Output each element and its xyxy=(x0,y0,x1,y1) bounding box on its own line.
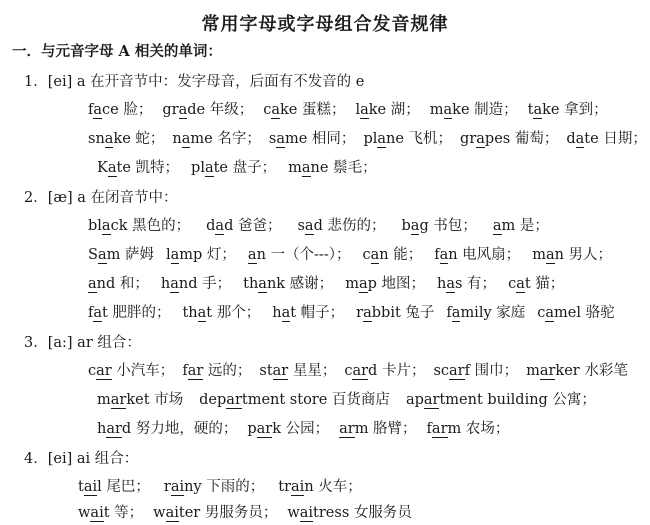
vocab-entry xyxy=(278,479,362,495)
word-part: w xyxy=(78,505,91,521)
group-1-row-1 xyxy=(88,100,608,120)
word-part: m xyxy=(345,276,359,292)
word-part: t xyxy=(78,479,84,495)
word-part: n xyxy=(448,247,458,263)
word-part: ce xyxy=(102,102,119,118)
chinese-meaning: 围巾； xyxy=(469,363,519,379)
vocab-entry xyxy=(356,305,434,321)
underlined-letters: ar xyxy=(96,363,112,379)
vocab-entry xyxy=(528,102,608,118)
underlined-letters: a xyxy=(247,247,257,263)
word-part: f xyxy=(446,305,452,321)
underlined-letters: a xyxy=(545,305,555,321)
chinese-meaning: 小汽车； xyxy=(111,363,175,379)
underlined-letters: ar xyxy=(431,421,448,437)
chinese-meaning: 卡片； xyxy=(377,363,426,379)
chinese-meaning: 尾巴； xyxy=(101,479,150,495)
vocab-entry xyxy=(161,276,231,292)
group-2-row-1 xyxy=(88,216,549,236)
chinese-meaning: 灯； xyxy=(202,247,236,263)
word-part: ke xyxy=(542,102,560,118)
chinese-meaning: 相同； xyxy=(307,131,356,147)
word-part: tment building xyxy=(439,392,548,408)
chinese-meaning: 胳臂； xyxy=(368,421,417,437)
chinese-meaning: 爸爸； xyxy=(233,218,282,234)
chinese-meaning: 蛋糕； xyxy=(297,102,346,118)
chinese-meaning: 帽子； xyxy=(296,305,345,321)
underlined-letters: a xyxy=(93,102,103,118)
word-part: f xyxy=(464,363,470,379)
word-part: t xyxy=(527,102,534,118)
chinese-meaning: 那个； xyxy=(212,305,261,321)
underlined-letters: a xyxy=(88,276,97,292)
word-part: mp xyxy=(179,247,203,263)
vocab-entry xyxy=(430,102,518,118)
word-part: d xyxy=(224,218,234,234)
group-4-row-1 xyxy=(78,477,362,497)
word-part: s xyxy=(297,218,305,234)
word-part: n xyxy=(379,247,389,263)
underlined-letters: a xyxy=(170,276,179,292)
underlined-letters: a xyxy=(533,102,543,118)
vocab-entry xyxy=(164,479,264,495)
word-part: th xyxy=(182,305,198,321)
underlined-letters: a xyxy=(97,247,107,263)
vocab-entry xyxy=(532,247,612,263)
vocab-entry xyxy=(97,160,179,177)
chinese-meaning: 猫； xyxy=(530,276,565,292)
word-part: pes xyxy=(484,131,511,147)
chinese-meaning: 拿到； xyxy=(559,102,608,118)
chinese-meaning: 女服务员 xyxy=(349,505,412,521)
word-part: p xyxy=(247,421,257,437)
underlined-letters: a xyxy=(170,247,180,263)
underlined-letters: a xyxy=(370,247,380,263)
chinese-meaning: 一（个---）； xyxy=(265,247,351,263)
word-part: dep xyxy=(199,392,227,408)
word-part: st xyxy=(259,363,273,379)
word-part: f xyxy=(426,421,432,437)
underlined-letters: a xyxy=(101,218,111,234)
word-part: n xyxy=(256,247,266,263)
word-part: ck xyxy=(110,218,128,234)
word-part: t xyxy=(103,505,110,521)
underlined-letters: ar xyxy=(106,421,122,437)
chinese-meaning: 书包； xyxy=(428,218,477,234)
underlined-letters: a xyxy=(363,305,372,321)
word-part: ny xyxy=(184,479,202,495)
vocab-entry xyxy=(78,505,143,522)
word-part: gr xyxy=(460,131,477,147)
word-part: c xyxy=(537,305,546,321)
chinese-meaning: 市场 xyxy=(149,392,184,408)
word-part: c xyxy=(362,247,371,263)
word-part: l xyxy=(355,102,361,118)
chinese-meaning: 黑色的； xyxy=(127,218,191,234)
vocab-entry xyxy=(248,247,351,263)
word-part: bbit xyxy=(371,305,401,321)
underlined-letters: ar xyxy=(256,421,273,437)
word-part: tment store xyxy=(241,392,328,408)
word-part: sn xyxy=(88,131,105,147)
underlined-letters: ai xyxy=(291,479,305,495)
underlined-letters: a xyxy=(181,131,191,147)
chinese-meaning: 能； xyxy=(388,247,423,263)
chinese-meaning: 凯特； xyxy=(130,160,180,176)
word-part: gr xyxy=(162,102,179,118)
word-part: ne xyxy=(310,160,329,176)
word-part: l xyxy=(97,479,102,495)
group-2-row-4 xyxy=(88,303,615,323)
word-part: n xyxy=(554,247,564,263)
chinese-meaning: 盘子； xyxy=(228,160,277,176)
group-1-row-3 xyxy=(97,158,377,178)
word-part: d xyxy=(566,131,576,147)
underlined-letters: a xyxy=(215,218,225,234)
word-part: c xyxy=(88,363,97,379)
word-part: t xyxy=(102,305,108,321)
word-part: pl xyxy=(191,160,205,176)
underlined-letters: ai xyxy=(170,479,185,495)
word-part: d xyxy=(206,218,216,234)
vocab-entry xyxy=(88,363,174,380)
underlined-letters: a xyxy=(276,131,285,147)
word-part: ke xyxy=(279,102,298,118)
word-part: s xyxy=(268,131,277,147)
word-part: ke xyxy=(452,102,470,118)
vocab-entry xyxy=(493,218,549,234)
chinese-meaning: 肥胖的； xyxy=(107,305,171,321)
vocab-entry xyxy=(162,102,253,118)
underlined-letters: ai xyxy=(165,505,179,521)
word-part: tress xyxy=(313,505,350,521)
vocab-entry xyxy=(537,305,614,321)
word-part: f xyxy=(88,305,94,321)
vocab-entry xyxy=(526,363,628,379)
word-part: bl xyxy=(88,218,102,234)
underlined-letters: a xyxy=(178,102,188,118)
chinese-meaning: 家庭 xyxy=(491,305,526,321)
underlined-letters: ar xyxy=(226,392,242,408)
word-part: d xyxy=(313,218,323,234)
underlined-letters: a xyxy=(446,276,455,292)
word-part: pl xyxy=(363,131,378,147)
word-part: t xyxy=(206,305,213,321)
underlined-letters: a xyxy=(107,160,117,176)
word-part: te xyxy=(116,160,131,176)
vocab-entry xyxy=(362,247,422,263)
vocab-entry xyxy=(97,421,237,438)
chinese-meaning: 名字； xyxy=(212,131,261,147)
vocab-entry xyxy=(437,276,496,292)
vocab-entry xyxy=(182,305,260,321)
chinese-meaning: 等； xyxy=(109,505,144,521)
group-1-row-2 xyxy=(88,129,647,149)
word-part: S xyxy=(88,247,98,263)
word-part: n xyxy=(304,479,314,495)
chinese-meaning: 公寓； xyxy=(547,392,596,408)
word-part: l xyxy=(165,247,171,263)
group-2-row-3 xyxy=(88,274,564,294)
word-part: m xyxy=(354,421,369,437)
underlined-letters: a xyxy=(443,102,453,118)
word-part: m xyxy=(526,363,540,379)
chinese-meaning: 有； xyxy=(462,276,497,292)
underlined-letters: ai xyxy=(90,505,104,521)
vocab-entry xyxy=(263,102,345,118)
word-part: ke xyxy=(368,102,387,118)
underlined-letters: ar xyxy=(110,392,127,408)
vocab-entry xyxy=(97,392,183,409)
vocab-entry xyxy=(433,363,518,379)
vocab-entry xyxy=(269,131,356,147)
section-heading-vowel-a: 一．与元音字母 A 相关的单词： xyxy=(12,43,222,60)
word-part: me xyxy=(190,131,213,147)
underlined-letters: a xyxy=(476,131,485,147)
vocab-entry xyxy=(344,363,425,379)
word-part: t xyxy=(290,305,297,321)
word-part: m xyxy=(532,247,546,263)
vocab-entry xyxy=(259,363,336,379)
chinese-meaning: 飞机； xyxy=(403,131,453,147)
chinese-meaning: 水彩笔 xyxy=(579,363,628,379)
chinese-meaning: 电风扇； xyxy=(457,247,521,263)
word-part: ket xyxy=(126,392,150,408)
word-part: s xyxy=(455,276,463,292)
underlined-letters: ar xyxy=(539,363,556,379)
underlined-letters: ar xyxy=(449,363,465,379)
chinese-meaning: 地图； xyxy=(376,276,425,292)
group-3-row-2 xyxy=(97,390,596,410)
chinese-meaning: 和； xyxy=(115,276,149,292)
group-3-heading: 3．[a:] ar 组合： xyxy=(24,335,141,351)
word-part: w xyxy=(287,505,300,521)
underlined-letters: a xyxy=(575,131,585,147)
chinese-meaning: 是； xyxy=(515,218,549,234)
underlined-letters: a xyxy=(301,160,311,176)
group-4-heading: 4．[ei] ai 组合： xyxy=(24,451,139,467)
underlined-letters: a xyxy=(451,305,461,321)
word-part: K xyxy=(97,160,108,176)
vocab-entry xyxy=(172,131,260,147)
underlined-letters: ai xyxy=(299,505,314,521)
chinese-meaning: 公园； xyxy=(281,421,330,437)
word-part: f xyxy=(434,247,440,263)
word-part: n xyxy=(172,131,182,147)
underlined-letters: ar xyxy=(352,363,369,379)
word-part: c xyxy=(508,276,517,292)
group-3-row-3 xyxy=(97,419,509,439)
word-part: te xyxy=(213,160,229,176)
word-part: p xyxy=(367,276,377,292)
underlined-letters: a xyxy=(410,218,420,234)
word-part: ter xyxy=(178,505,201,521)
underlined-letters: a xyxy=(258,276,267,292)
vocab-entry xyxy=(401,218,476,234)
vocab-entry xyxy=(288,160,376,176)
underlined-letters: ai xyxy=(83,479,98,495)
word-part: m xyxy=(106,247,121,263)
word-part: ap xyxy=(405,392,424,408)
word-part: c xyxy=(263,102,272,118)
vocab-entry xyxy=(508,276,564,292)
chinese-meaning: 星星； xyxy=(288,363,337,379)
chinese-meaning: 火车； xyxy=(313,479,362,495)
word-part: nk xyxy=(266,276,286,292)
chinese-meaning: 葡萄； xyxy=(510,131,559,147)
chinese-meaning: 湖； xyxy=(386,102,420,118)
vocab-entry xyxy=(88,218,190,235)
word-part: ne xyxy=(386,131,404,147)
vocab-entry xyxy=(363,131,452,147)
word-part: d xyxy=(368,363,378,379)
vocab-entry xyxy=(153,505,277,521)
underlined-letters: a xyxy=(281,305,291,321)
chinese-meaning: 鬃毛； xyxy=(328,160,377,176)
word-part: h xyxy=(437,276,447,292)
underlined-letters: a xyxy=(271,102,280,118)
word-part: mel xyxy=(554,305,582,321)
word-part: nd xyxy=(96,276,116,292)
group-3-row-1 xyxy=(88,361,628,381)
vocab-entry xyxy=(339,421,416,437)
word-part: m xyxy=(447,421,462,437)
word-part: sc xyxy=(433,363,450,379)
chinese-meaning: 蛇； xyxy=(130,131,165,147)
underlined-letters: a xyxy=(516,276,525,292)
vocab-entry xyxy=(88,276,149,293)
word-part: m xyxy=(501,218,516,234)
underlined-letters: a xyxy=(93,305,103,321)
vocab-entry xyxy=(88,247,154,264)
group-1-heading: 1．[ei] a 在开音节中：发字母音，后面有不发音的 e xyxy=(24,74,365,90)
chinese-meaning: 制造； xyxy=(469,102,518,118)
chinese-meaning: 年级； xyxy=(205,102,254,118)
vocab-entry xyxy=(78,479,150,496)
underlined-letters: a xyxy=(204,160,214,176)
underlined-letters: a xyxy=(304,218,314,234)
chinese-meaning: 日期； xyxy=(598,131,647,147)
chinese-meaning: 骆驼 xyxy=(581,305,615,321)
vocab-entry xyxy=(287,505,412,521)
underlined-letters: ar xyxy=(339,421,355,437)
chinese-meaning: 手； xyxy=(197,276,232,292)
chinese-meaning: 男服务员； xyxy=(200,505,278,521)
underlined-letters: a xyxy=(358,276,368,292)
chinese-meaning: 努力地，硬的； xyxy=(131,421,238,437)
underlined-letters: a xyxy=(492,218,502,234)
vocab-entry xyxy=(427,421,510,437)
vocab-entry xyxy=(88,102,152,119)
vocab-entry xyxy=(460,131,558,147)
page-title: 常用字母或字母组合发音规律 xyxy=(201,14,449,35)
underlined-letters: a xyxy=(439,247,449,263)
vocab-entry xyxy=(345,276,425,292)
vocab-entry xyxy=(434,247,520,263)
word-part: me xyxy=(284,131,308,147)
vocab-entry xyxy=(199,392,390,408)
chinese-meaning: 萨姆 xyxy=(120,247,154,263)
word-part: m xyxy=(97,392,111,408)
word-part: f xyxy=(88,102,94,118)
underlined-letters: ar xyxy=(272,363,289,379)
vocab-entry xyxy=(191,160,276,176)
word-part: g xyxy=(419,218,429,234)
chinese-meaning: 脸； xyxy=(118,102,153,118)
underlined-letters: ar xyxy=(187,363,204,379)
word-part: ker xyxy=(555,363,580,379)
chinese-meaning: 悲伤的； xyxy=(322,218,386,234)
vocab-entry xyxy=(247,421,329,437)
word-part: te xyxy=(584,131,599,147)
word-part: tr xyxy=(278,479,292,495)
vocab-entry xyxy=(566,131,646,147)
vocab-entry xyxy=(206,218,281,234)
word-part: m xyxy=(429,102,444,118)
vocab-entry xyxy=(166,247,236,263)
word-part: r xyxy=(163,479,171,495)
word-part: k xyxy=(272,421,281,437)
underlined-letters: a xyxy=(545,247,555,263)
chinese-meaning: 男人； xyxy=(563,247,613,263)
underlined-letters: ar xyxy=(423,392,440,408)
word-part: th xyxy=(243,276,259,292)
word-part: ke xyxy=(113,131,131,147)
vocab-entry xyxy=(182,363,251,379)
vocab-entry xyxy=(272,305,344,321)
chinese-meaning: 远的； xyxy=(203,363,252,379)
word-part: h xyxy=(272,305,282,321)
chinese-meaning: 兔子 xyxy=(400,305,435,321)
vocab-entry xyxy=(243,276,333,292)
word-part: r xyxy=(356,305,364,321)
vocab-entry xyxy=(297,218,385,234)
vocab-entry xyxy=(88,305,170,322)
group-2-row-2 xyxy=(88,245,612,265)
word-part: nd xyxy=(178,276,198,292)
word-part: w xyxy=(153,505,166,521)
word-part: t xyxy=(524,276,531,292)
group-2-heading: 2．[æ] a 在闭音节中： xyxy=(24,190,178,206)
chinese-meaning: 农场； xyxy=(461,421,510,437)
vocab-entry xyxy=(355,102,419,118)
vocab-entry xyxy=(88,131,164,148)
word-part: d xyxy=(121,421,132,437)
underlined-letters: a xyxy=(377,131,387,147)
chinese-meaning: 百货商店 xyxy=(327,392,390,408)
word-part: de xyxy=(187,102,206,118)
word-part: b xyxy=(401,218,411,234)
vocab-entry xyxy=(446,305,525,321)
word-part: f xyxy=(182,363,188,379)
underlined-letters: a xyxy=(360,102,369,118)
word-part: c xyxy=(344,363,353,379)
word-part: m xyxy=(288,160,302,176)
chinese-meaning: 感谢； xyxy=(285,276,334,292)
vocab-entry xyxy=(406,392,596,408)
underlined-letters: a xyxy=(197,305,207,321)
word-part: h xyxy=(160,276,171,292)
group-4-row-2 xyxy=(78,503,412,523)
underlined-letters: a xyxy=(104,131,114,147)
chinese-meaning: 下雨的； xyxy=(201,479,265,495)
word-part: mily xyxy=(460,305,492,321)
word-part: h xyxy=(97,421,107,437)
